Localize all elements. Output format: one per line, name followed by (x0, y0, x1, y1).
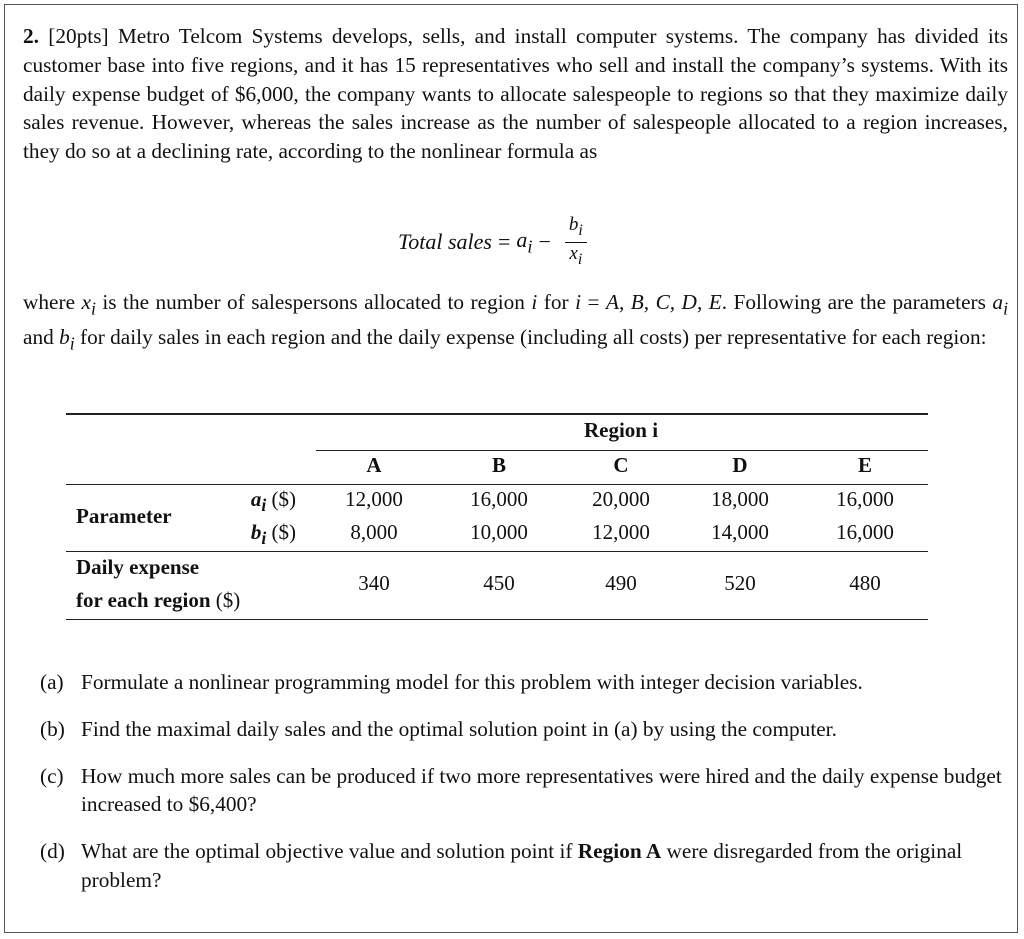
expense-label-line2: for each region ($) (76, 588, 241, 612)
table-bottom-rule (66, 619, 928, 620)
expense-label-line1: Daily expense (76, 555, 200, 579)
table-param-rule (66, 551, 928, 552)
b-value-a: 8,000 (350, 520, 398, 544)
col-header-a: A (366, 453, 382, 477)
col-header-c: C (613, 453, 629, 477)
expense-value-c: 490 (605, 571, 637, 595)
question-a (40, 668, 1008, 697)
a-value-e: 16,000 (836, 487, 894, 511)
a-value-c: 20,000 (592, 487, 650, 511)
table-region-rule (316, 450, 928, 451)
question-d (40, 837, 1008, 895)
a-value-b: 16,000 (470, 487, 528, 511)
parameters-table (66, 413, 928, 621)
region-header: Region i (583, 418, 659, 442)
question-label: (c) (40, 763, 64, 788)
b-value-e: 16,000 (836, 520, 894, 544)
b-value-b: 10,000 (470, 520, 528, 544)
table-top-rule (66, 413, 928, 415)
formula-fraction (565, 214, 587, 271)
question-label: (a) (40, 670, 64, 694)
b-row-label: $b_i$ ($) (250, 520, 296, 549)
problem-intro-text: [20pts] Metro Telcom Systems develops, sells, and install computer systems. The company has divided its customer base into five regions, and it has 15 representatives who sell and install the company’s systems. With its daily expense budget of $6,000, the company wants to allocate salespeople to regions so that they maximize daily sales revenue. However, whereas the sales increase as the number of salespeople allocated to a region increases, they do so at a declining rate, according to the nonlinear formula as (23, 24, 1009, 164)
question-label: (d) (40, 839, 65, 864)
question-b (40, 715, 1008, 744)
col-header-b: B (491, 453, 506, 477)
problem-intro (23, 22, 1008, 166)
formula-denominator: $x_i$ (569, 242, 583, 268)
expense-value-a: 340 (358, 571, 390, 595)
expense-value-d: 520 (724, 571, 756, 595)
formula-equals: = (497, 229, 511, 254)
question-c (40, 762, 1008, 820)
col-header-e: E (857, 453, 872, 477)
question-text: What are the optimal objective value and solution point if Region A were disregarded from the original problem? (81, 839, 963, 892)
formula-lhs: Total sales (398, 229, 492, 254)
col-header-d: D (732, 453, 748, 477)
b-value-c: 12,000 (592, 520, 650, 544)
formula-minus: − (538, 229, 551, 254)
question-label: (b) (40, 716, 65, 741)
expense-value-b: 450 (483, 571, 515, 595)
problem-number: 2. (23, 24, 39, 48)
table-header-rule (66, 484, 928, 485)
formula-numerator: $b_i$ (565, 214, 587, 243)
question-text: Find the maximal daily sales and the optimal solution point in (a) by using the computer. (81, 716, 837, 741)
question-text: How much more sales can be produced if two more representatives were hired and the daily expense budget increased to $6,400? (81, 763, 1002, 817)
question-list (40, 668, 1008, 913)
question-text: Formulate a nonlinear programming model for this problem with integer decision variables. (81, 670, 863, 694)
where-paragraph: where $x_i$ is the number of salespersons allocated to region i for i = A, B, C, D, E. Following are the parameters $a_i$ and $b_i$ for daily sales in each region and the daily expense (including all costs) per representative for each region: (23, 290, 1008, 354)
a-value-d: 18,000 (711, 487, 769, 511)
a-row-label: $a_i$ ($) (250, 487, 296, 516)
parameter-label: Parameter (76, 504, 172, 528)
b-value-d: 14,000 (711, 520, 769, 544)
expense-value-e: 480 (849, 571, 881, 595)
formula-a: $a_i$ (516, 226, 533, 257)
a-value-a: 12,000 (345, 487, 403, 511)
sales-formula (398, 212, 587, 272)
